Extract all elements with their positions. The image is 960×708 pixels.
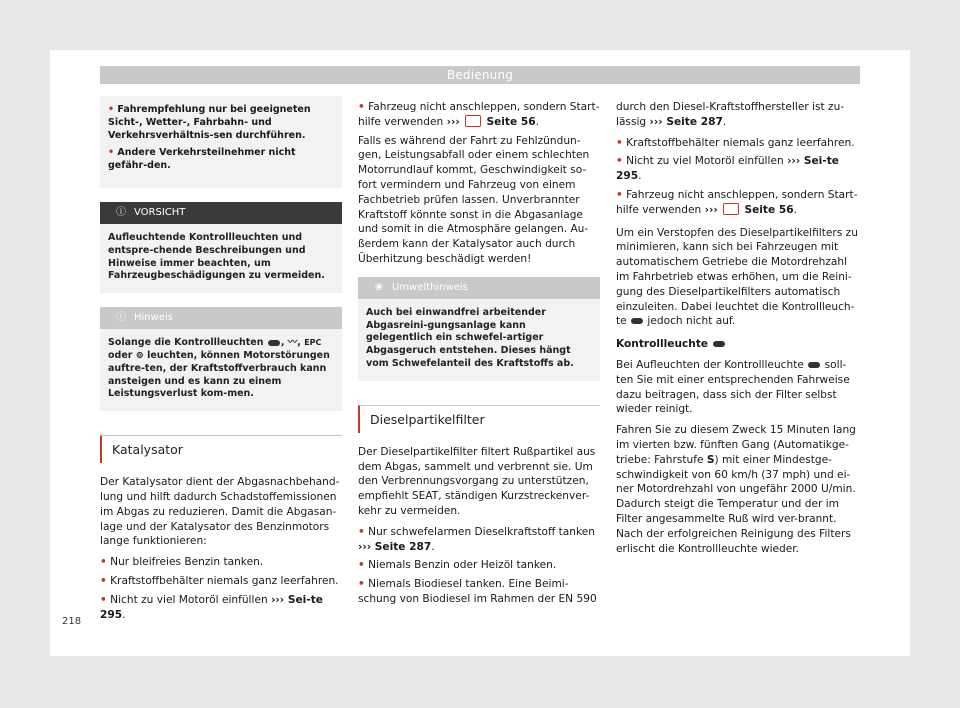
caution-box-header: ⓘ VORSICHT: [100, 202, 342, 224]
list-item: • Fahrzeug nicht anschleppen, sondern Start-hilfe verwenden ››› Seite 56.: [358, 101, 600, 128]
page-reference-link[interactable]: Seite 56: [486, 115, 536, 128]
paragraph: Um ein Verstopfen des Dieselpartikelfilters zu minimieren, kann sich bei Fahrzeugen mit automatischem Getriebe die Motordrehzahl im Fahrbetrieb etwas erhöhen, um die Reini-gung des Dieselpartikelfilters automatisch einzuleiten. Dabei leuchtet die Kontrollleuch-te jedoch nicht auf.: [616, 226, 858, 328]
paragraph: Fahren Sie zu diesem Zweck 15 Minuten lang im vierten bzw. fünften Gang (Automatikge-triebe: Fahrstufe S) mit einer Mindestge-schwindigkeit von 60 km/h (37 mph) und ei-ner Motordrehzahl von ungefähr 2000 U/min. Dadurch steigt die Temperatur und der im Filter angesammelte Ruß wird ver-brannt. Nach der erfolgreichen Reinigung des Filters erlischt die Kontrollleuchte wieder.: [616, 424, 856, 555]
list-item: • Nicht zu viel Motoröl einfüllen ››› Sei-te 295.: [616, 155, 839, 183]
environment-box-text: Auch bei einwandfrei arbeitender Abgasreini-gungsanlage kann gelegentlich ein schwefel-artiger Abgasgeruch entstehen. Dieses hängt vom Schwefelanteil des Kraftstoffs ab.: [366, 306, 574, 369]
dpf-lamp-icon: ⊚: [135, 349, 144, 361]
page-number: 218: [62, 616, 82, 627]
epc-icon: EPC: [304, 338, 322, 348]
environment-box: [358, 277, 600, 381]
page-reference-link[interactable]: ››› Seite 287: [358, 540, 432, 553]
note-box-header: ⓘ Hinweis: [100, 307, 342, 329]
page-header: Bedienung: [100, 66, 860, 84]
page-reference-link[interactable]: ››› Sei-te 295: [616, 155, 839, 183]
paragraph: durch den Diesel-Kraftstoffhersteller ist zu-lässig ››› Seite 287.: [616, 101, 845, 128]
caution-box-text: Aufleuchtende Kontrollleuchten und entspre-chende Beschreibungen und Hinweise immer beachten, um Fahrzeugbeschädigungen zu vermeiden.: [108, 231, 325, 282]
list-item: • Fahrzeug nicht anschleppen, sondern Start-hilfe verwenden ››› Seite 56.: [616, 188, 858, 216]
warning-box-tail: [100, 96, 342, 188]
section-title: Dieselpartikelfilter: [370, 411, 485, 427]
page-reference-link[interactable]: ››› Seite 287: [649, 115, 723, 128]
info-icon: ⓘ: [116, 312, 126, 324]
caution-circle-icon: ⓘ: [116, 206, 126, 218]
section-katalysator: [100, 435, 342, 463]
column-3: [616, 100, 858, 562]
dpf-lamp-icon: [631, 318, 643, 324]
caution-box: [100, 202, 342, 293]
paragraph: Bei Aufleuchten der Kontrollleuchte soll-ten Sie mit einer entsprechenden Fahrweise dazu beitragen, dass sich der Filter selbst wieder reinigt.: [616, 358, 850, 416]
section-dieselpartikelfilter: [358, 405, 600, 433]
dpf-lamp-icon: [808, 362, 820, 368]
list-item: • Niemals Benzin oder Heizöl tanken.: [358, 559, 557, 572]
list-item: • Niemals Biodiesel tanken. Eine Beimi-schung von Biodiesel im Rahmen der EN 590: [358, 578, 597, 605]
warning-triangle-icon: [465, 115, 481, 127]
note-box: [100, 307, 342, 411]
environment-box-header: ❀ Umwelthinweis: [358, 277, 600, 299]
paragraph: Der Katalysator dient der Abgasnachbehand-lung und hilft dadurch Schadstoffemissionen im Abgas zu reduzieren. Damit die Abgasan-lage und der Katalysator des Benzinmotors lange funktionieren:: [100, 476, 340, 548]
dpf-lamp-icon: [713, 341, 725, 347]
paragraph: Falls es während der Fahrt zu Fehlzündun-gen, Leistungsabfall oder einem schlechten Motorrundlauf kommt, Geschwindigkeit so-fort vermindern und Fahrzeug von einem Fachbetrieb prüfen lassen. Unverbrannter Kraftstoff könnte sonst in die Abgasanlage und somit in die Atmosphäre gelangen. Au-ßerdem kann der Katalysator auch durch Überhitzung beschädigt werden!: [358, 134, 590, 265]
list-item: • Nur schwefelarmen Dieselkraftstoff tanken ››› Seite 287.: [358, 525, 595, 553]
environment-icon: ❀: [374, 281, 384, 293]
list-item: • Nur bleifreies Benzin tanken.: [100, 556, 264, 569]
warning-bullet: • Andere Verkehrsteilnehmer nicht gefähr-den.: [108, 147, 296, 172]
paragraph: Der Dieselpartikelfilter filtert Rußpartikel aus dem Abgas, sammelt und verbrennt sie. Um den Verbrennungsvorgang zu unterstützen, empfiehlt SEAT, ständigen Kurzstreckenver-kehr zu vermeiden.: [358, 445, 596, 517]
list-item: • Nicht zu viel Motoröl einfüllen ››› Sei-te 295.: [100, 593, 323, 621]
engine-lamp-icon: [268, 340, 280, 346]
page-reference-link[interactable]: ››› Sei-te 295: [100, 593, 323, 621]
subheading: Kontrollleuchte: [616, 337, 858, 352]
glow-plug-icon: 〰: [287, 337, 298, 349]
column-1: [100, 96, 342, 626]
list-item: • Kraftstoffbehälter niemals ganz leerfahren.: [616, 136, 855, 149]
warning-triangle-icon: [723, 203, 739, 215]
column-2: [358, 100, 600, 611]
list-item: • Kraftstoffbehälter niemals ganz leerfahren.: [100, 574, 339, 587]
section-title: Katalysator: [112, 442, 183, 458]
note-box-text: Solange die Kontrollleuchten , 〰, EPC oder ⊚ leuchten, können Motorstörungen auftre-ten, der Kraftstoffverbrauch kann ansteigen und es kann zu einem Leistungsverlust kom-men.: [108, 337, 330, 400]
page-reference-link[interactable]: Seite 56: [744, 203, 794, 216]
warning-bullet: • Fahrempfehlung nur bei geeigneten Sicht-, Wetter-, Fahrbahn- und Verkehrsverhältnis-sen durchführen.: [108, 104, 311, 141]
